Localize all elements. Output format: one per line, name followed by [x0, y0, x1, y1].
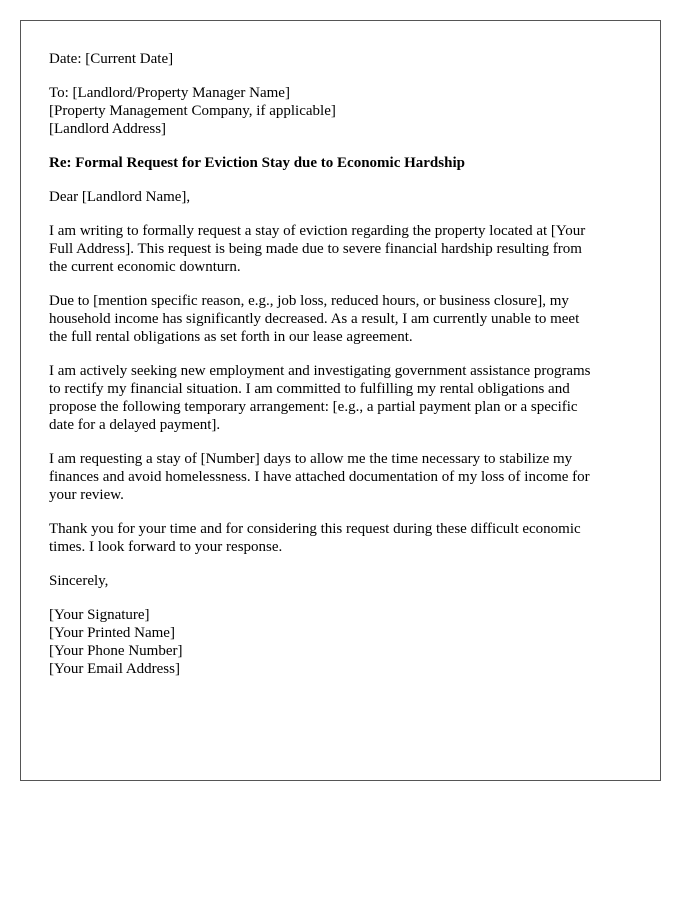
recipient-company: [Property Management Company, if applicable]: [49, 103, 336, 119]
date-line: Date: [Current Date]: [49, 51, 174, 67]
closing: Sincerely,: [49, 573, 109, 589]
body-paragraph-1: I am writing to formally request a stay of eviction regarding the property located at [Your Full Address]. This request is being made due to severe financial hardship resulting from the current economic downturn.: [49, 223, 586, 275]
recipient-block: [49, 84, 591, 138]
signature-block: [49, 606, 591, 678]
salutation: Dear [Landlord Name],: [49, 189, 191, 205]
letter-page: [20, 20, 661, 781]
phone-number: [Your Phone Number]: [49, 643, 183, 659]
body-paragraph-2: Due to [mention specific reason, e.g., job loss, reduced hours, or business closure], my household income has significantly decreased. As a result, I am currently unable to meet the full rental obligations as set forth in our lease agreement.: [49, 293, 580, 345]
signature: [Your Signature]: [49, 607, 150, 623]
recipient-address: [Landlord Address]: [49, 121, 167, 137]
subject-line: Re: Formal Request for Eviction Stay due to Economic Hardship: [49, 155, 465, 171]
recipient-name: To: [Landlord/Property Manager Name]: [49, 85, 290, 101]
body-paragraph-3: I am actively seeking new employment and investigating government assistance programs to rectify my financial situation. I am committed to fulfilling my rental obligations and propose the following temporary arrangement: [e.g., a partial payment plan or a specific date for a delayed payment].: [49, 363, 591, 433]
email-address: [Your Email Address]: [49, 661, 180, 677]
body-paragraph-5: Thank you for your time and for considering this request during these difficult economic times. I look forward to your response.: [49, 521, 581, 555]
body-paragraph-4: I am requesting a stay of [Number] days to allow me the time necessary to stabilize my finances and avoid homelessness. I have attached documentation of my loss of income for your review.: [49, 451, 590, 503]
letter-content: [49, 50, 591, 694]
printed-name: [Your Printed Name]: [49, 625, 175, 641]
